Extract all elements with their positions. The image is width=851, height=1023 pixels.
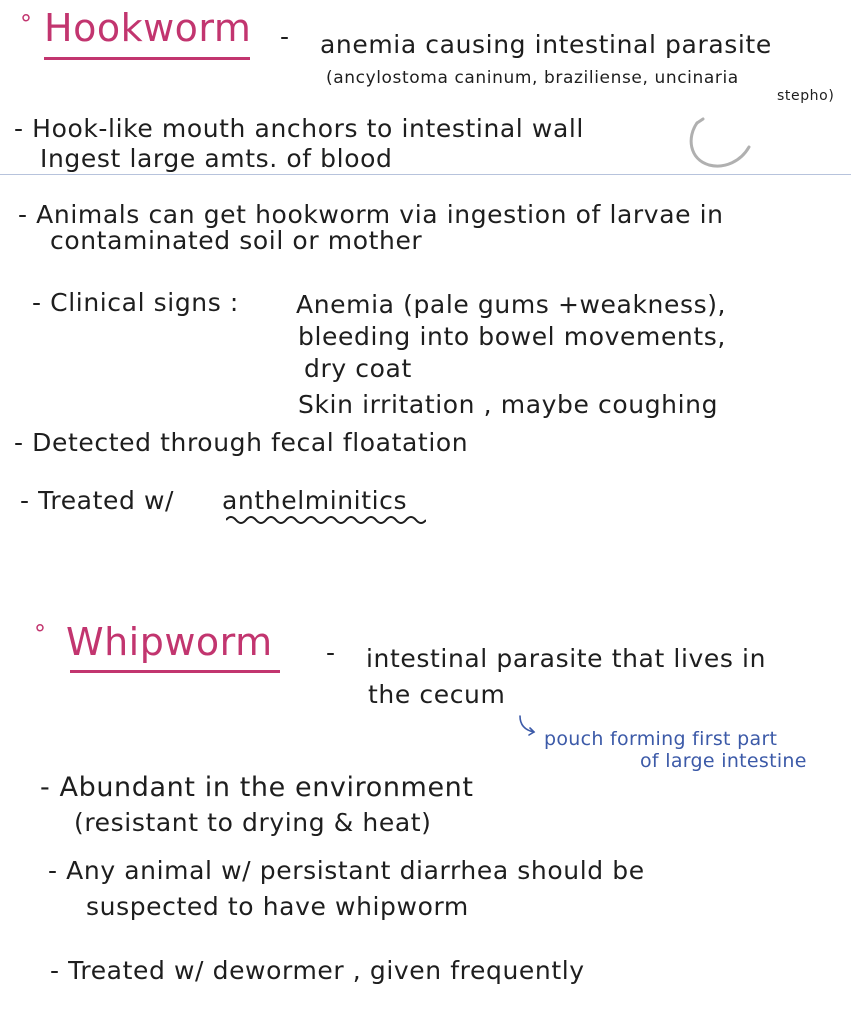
whipworm-summary-line1: intestinal parasite that lives in	[366, 644, 767, 673]
hookworm-point2-line1: - Animals can get hookworm via ingestion of larvae in	[18, 200, 724, 229]
squiggle-underline	[226, 514, 426, 526]
hook-sketch-icon	[685, 115, 755, 175]
whipworm-point2-line1: - Any animal w/ persistant diarrhea should be	[48, 856, 645, 885]
hookworm-signs-line1: Anemia (pale gums +weakness),	[296, 290, 727, 319]
hookworm-species-line1: (ancylostoma caninum, braziliense, uncinaria	[326, 68, 739, 88]
whipworm-point2-line2: suspected to have whipworm	[86, 892, 469, 921]
hookworm-point1-line2: Ingest large amts. of blood	[40, 144, 393, 173]
hookworm-signs-label: - Clinical signs :	[32, 288, 239, 317]
hookworm-signs-line2: bleeding into bowel movements,	[298, 322, 726, 351]
hookworm-signs-line4: Skin irritation , maybe coughing	[298, 390, 719, 419]
whipworm-title-underline	[70, 670, 280, 673]
cecum-note-line1: pouch forming first part	[544, 728, 778, 750]
hookworm-bullet-icon: °	[20, 10, 32, 38]
divider-line	[0, 174, 851, 175]
hookworm-point4-term: anthelminitics	[222, 486, 408, 515]
whipworm-title: Whipworm	[66, 620, 273, 664]
whipworm-point1-line1: - Abundant in the environment	[40, 772, 474, 803]
whipworm-dash: -	[326, 638, 336, 667]
hookworm-signs-line3: dry coat	[304, 354, 412, 383]
whipworm-summary-line2: the cecum	[368, 680, 506, 709]
hookworm-point1-line1: - Hook-like mouth anchors to intestinal wall	[14, 114, 584, 143]
whipworm-bullet-icon: °	[34, 620, 46, 648]
hookworm-title-underline	[44, 57, 250, 60]
cecum-note-line2: of large intestine	[640, 750, 807, 772]
whipworm-point3: - Treated w/ dewormer , given frequently	[50, 956, 585, 985]
hookworm-point4-prefix: - Treated w/	[20, 486, 175, 515]
hookworm-title: Hookworm	[44, 6, 252, 50]
hookworm-point2-line2: contaminated soil or mother	[50, 226, 423, 255]
note-arrow-icon	[516, 714, 540, 738]
hookworm-dash: -	[280, 22, 290, 51]
hookworm-species-line2: stepho)	[777, 88, 835, 104]
whipworm-point1-line2: (resistant to drying & heat)	[74, 808, 432, 837]
hookworm-point3: - Detected through fecal floatation	[14, 428, 469, 457]
hookworm-summary: anemia causing intestinal parasite	[320, 30, 772, 59]
